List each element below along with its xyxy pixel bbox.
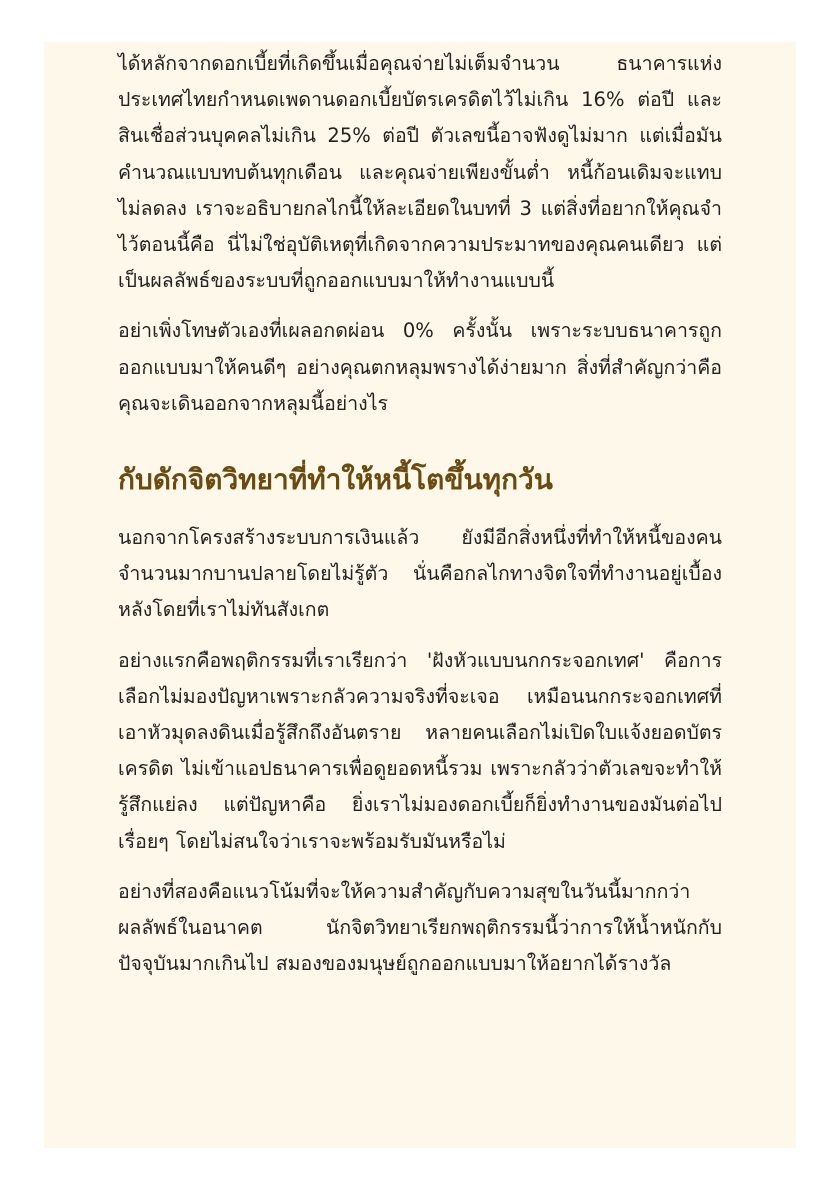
body-paragraph: อย่างแรกคือพฤติกรรมที่เราเรียกว่า 'ฝังหัวแบบนกกระจอกเทศ' คือการเลือกไม่มองปัญหาเพราะกลัวความจริงที่จะเจอ เหมือนนกกระจอกเทศที่เอาหัวมุดลงดินเมื่อรู้สึกถึงอันตราย หลายคนเลือกไม่เปิดใบแจ้งยอดบัตรเครดิต ไม่เข้าแอปธนาคารเพื่อดูยอดหนี้รวม เพราะกลัวว่าตัวเลขจะทำให้รู้สึกแย่ลง แต่ปัญหาคือ ยิ่งเราไม่มองดอกเบี้ยก็ยิ่งทำงานของมันต่อไปเรื่อยๆ โดยไม่สนใจว่าเราจะพร้อมรับมันหรือไม่: [118, 648, 722, 853]
body-paragraph: อย่างที่สองคือแนวโน้มที่จะให้ความสำคัญกับความสุขในวันนี้มากกว่าผลลัพธ์ในอนาคต นักจิตวิทยาเรียกพฤติกรรมนี้ว่าการให้น้ำหนักกับปัจจุบันมากเกินไป สมองของมนุษย์ถูกออกแบบมาให้อยากได้รางวัล: [118, 879, 722, 976]
section-heading: กับดักจิตวิทยาที่ทำให้หนี้โตขึ้นทุกวัน: [118, 463, 553, 497]
document-body: [118, 42, 722, 996]
body-paragraph: อย่าเพิ่งโทษตัวเองที่เผลอกดผ่อน 0% ครั้งนั้น เพราะระบบธนาคารถูกออกแบบมาให้คนดีๆ อย่างคุณตกหลุมพรางได้ง่ายมาก สิ่งที่สำคัญกว่าคือคุณจะเดินออกจากหลุมนี้อย่างไร: [118, 319, 722, 415]
body-paragraph: นอกจากโครงสร้างระบบการเงินแล้ว ยังมีอีกสิ่งหนึ่งที่ทำให้หนี้ของคนจำนวนมากบานปลายโดยไม่รู้ตัว นั่นคือกลไกทางจิตใจที่ทำงานอยู่เบื้องหลังโดยที่เราไม่ทันสังเกต: [118, 526, 722, 622]
document-page: [44, 42, 796, 1148]
body-paragraph: ได้หลักจากดอกเบี้ยที่เกิดขึ้นเมื่อคุณจ่ายไม่เต็มจำนวน ธนาคารแห่งประเทศไทยกำหนดเพดานดอกเบี้ยบัตรเครดิตไว้ไม่เกิน 16% ต่อปี และสินเชื่อส่วนบุคคลไม่เกิน 25% ต่อปี ตัวเลขนี้อาจฟังดูไม่มาก แต่เมื่อมันคำนวณแบบทบต้นทุกเดือน และคุณจ่ายเพียงขั้นต่ำ หนี้ก้อนเดิมจะแทบไม่ลดลง เราจะอธิบายกลไกนี้ให้ละเอียดในบทที่ 3 แต่สิ่งที่อยากให้คุณจำไว้ตอนนี้คือ นี่ไม่ใช่อุบัติเหตุที่เกิดจากความประมาทของคุณคนเดียว แต่เป็นผลลัพธ์ของระบบที่ถูกออกแบบมาให้ทำงานแบบนี้: [118, 52, 722, 293]
